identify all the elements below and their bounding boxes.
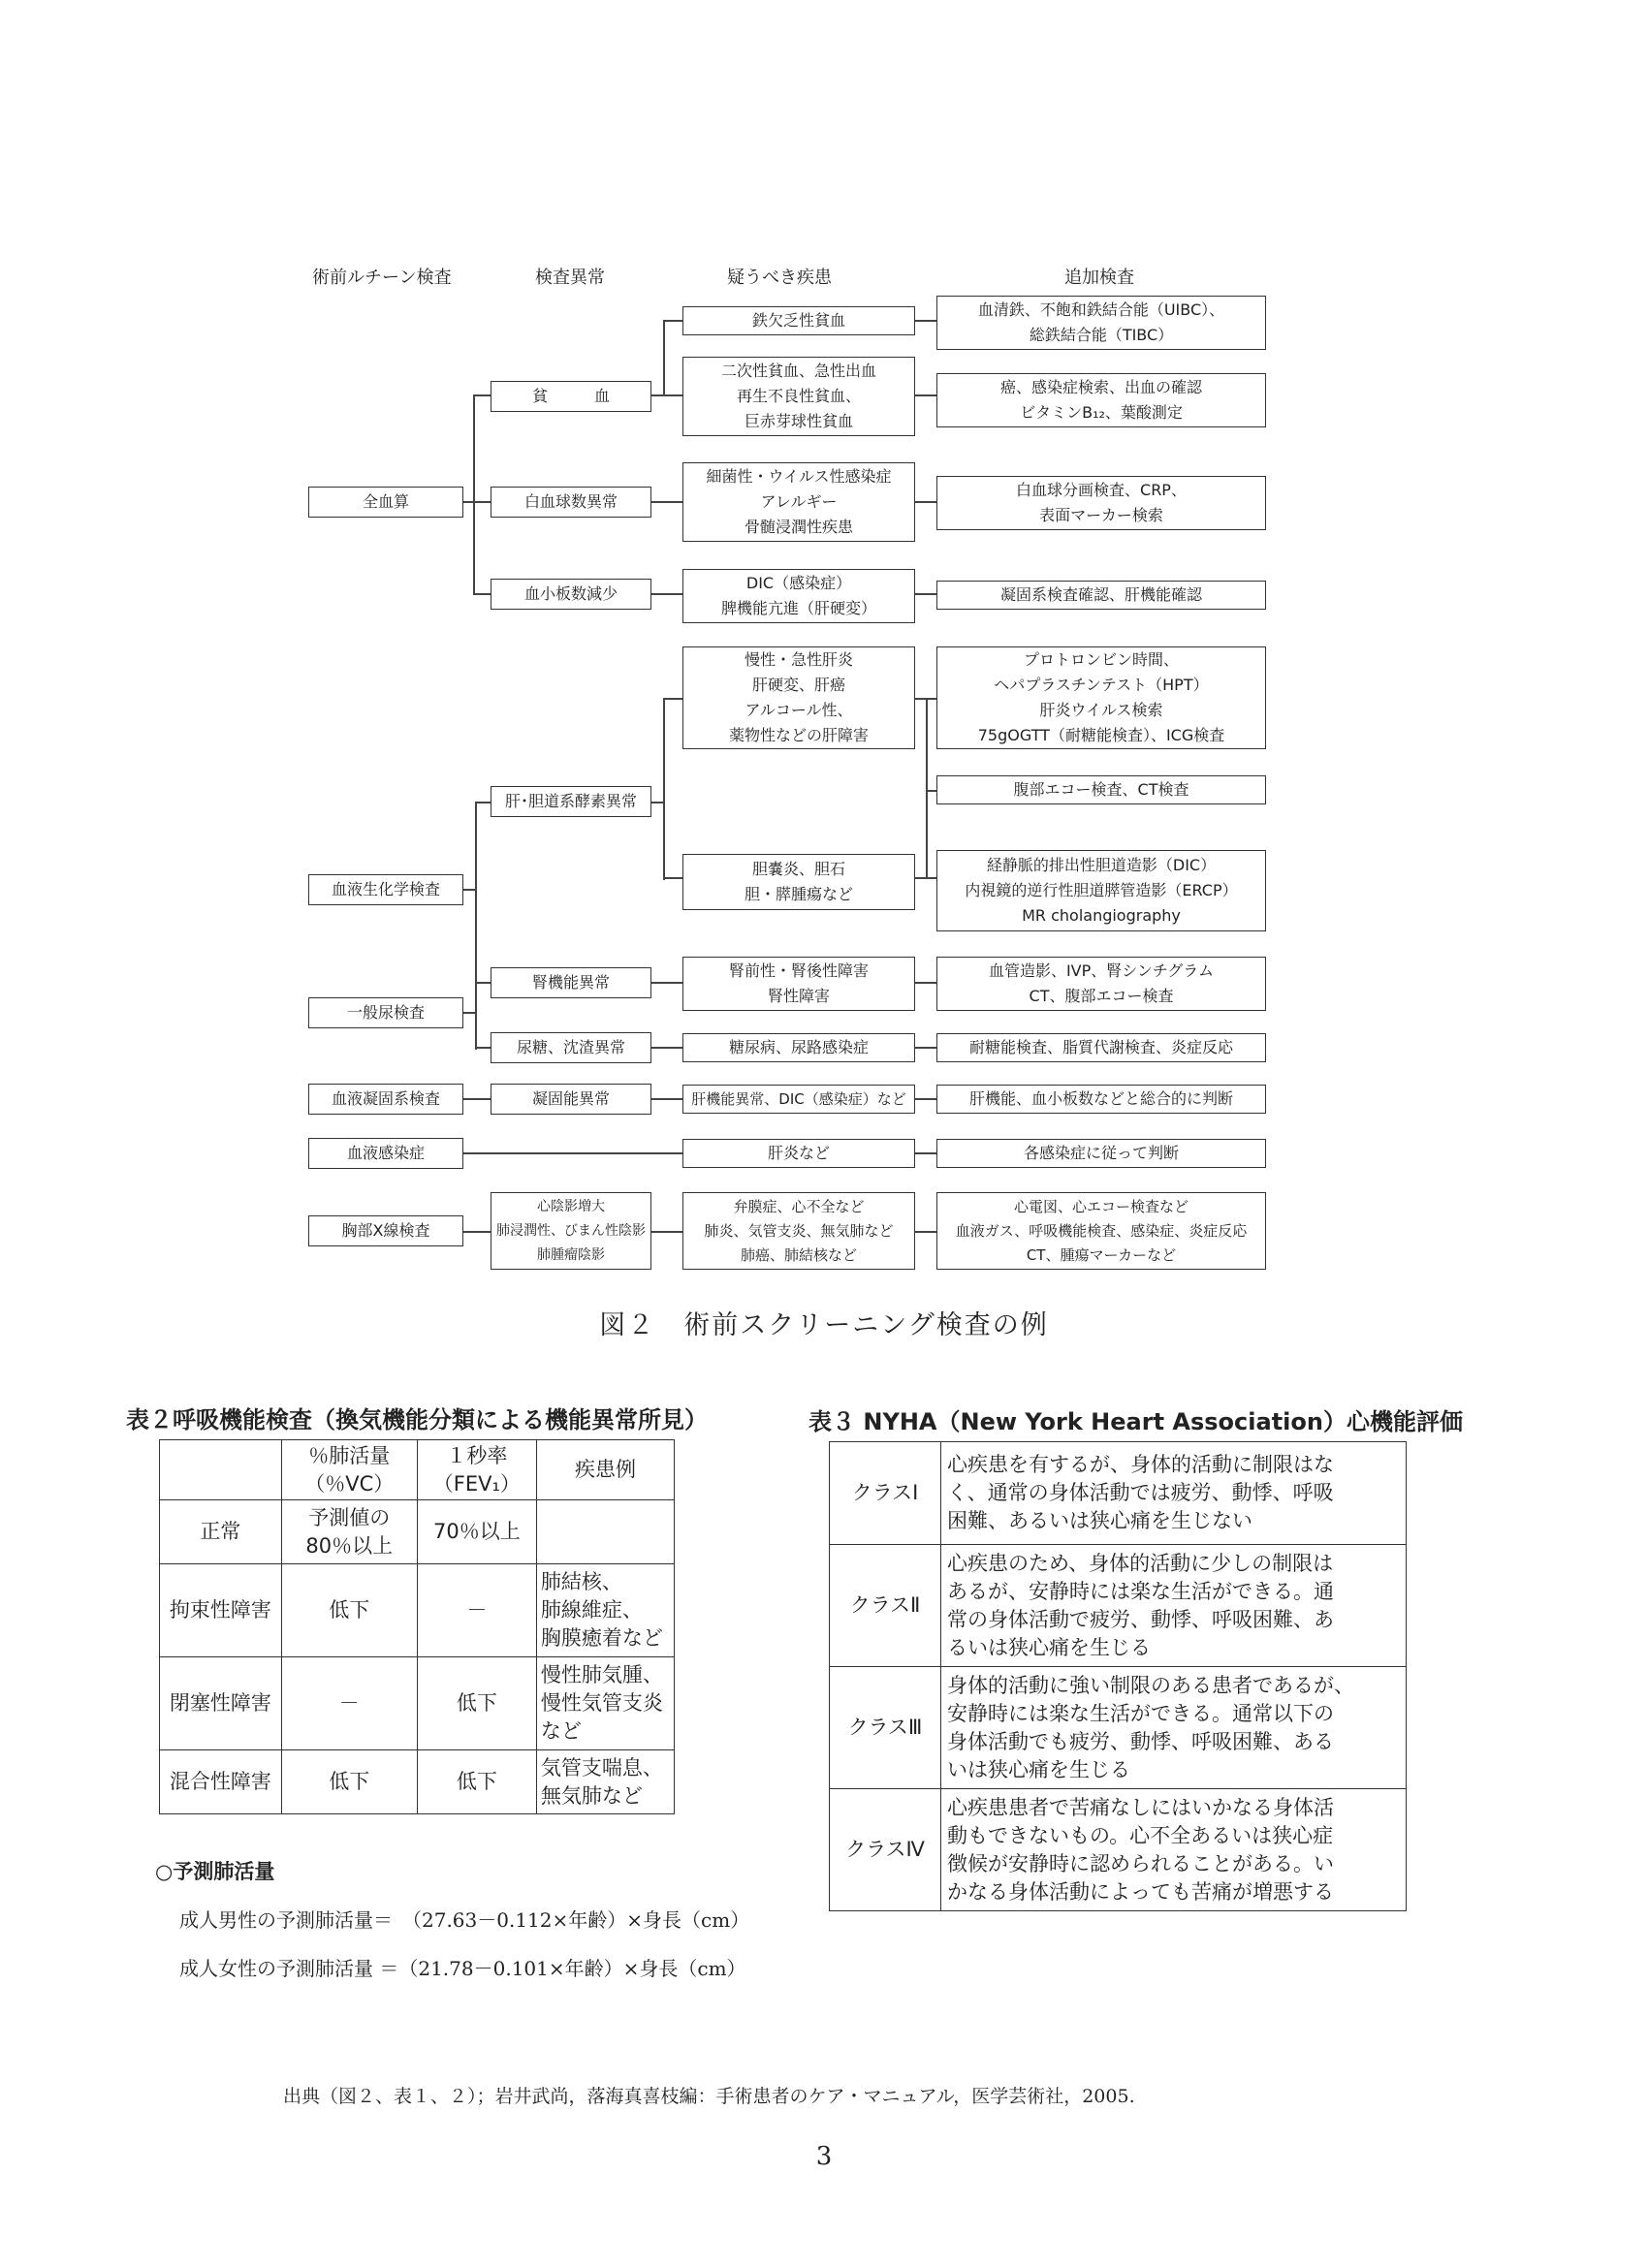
- nyha-table: [829, 1441, 1407, 1911]
- table2-header-vc: ％肺活量 （％VC）: [281, 1440, 417, 1500]
- respiratory-function-table: [159, 1439, 675, 1814]
- table2-header-blank: [160, 1440, 282, 1500]
- table-row: 拘束性障害 低下 － 肺結核、 肺線維症、 胸膜癒着など: [160, 1564, 675, 1657]
- abnormal-platelet: 血小板数減少: [491, 579, 651, 610]
- disease-diabetes: 糖尿病、尿路感染症: [682, 1033, 915, 1062]
- disease-iron-deficiency: 鉄欠乏性貧血: [682, 306, 915, 335]
- additional-pt-hpt: プロトロンビン時間、 ヘパプラスチンテスト（HPT） 肝炎ウイルス検索 75gOGTT（耐糖能検査）、ICG検査: [936, 646, 1266, 749]
- disease-secondary-anemia: 二次性貧血、急性出血 再生不良性貧血、 巨赤芽球性貧血: [682, 357, 915, 436]
- disease-hepatitis-infection: 肝炎など: [682, 1139, 915, 1168]
- disease-liver-dic: 肝機能異常、DIC（感染症）など: [682, 1085, 915, 1114]
- routine-blood-chemistry: 血液生化学検査: [308, 874, 463, 905]
- page-number: 3: [815, 2142, 833, 2171]
- table-row: クラスⅠ 心疾患を有するが、身体的活動に制限はな く、通常の身体活動では疲労、動悸、呼吸 困難、あるいは狭心痛を生じない: [830, 1442, 1407, 1545]
- disease-cholecystitis: 胆嚢炎、胆石 胆・膵腫瘍など: [682, 854, 915, 910]
- additional-comprehensive: 肝機能、血小板数などと総合的に判断: [936, 1085, 1266, 1114]
- disease-xray: 弁膜症、心不全など 肺炎、気管支炎、無気肺など 肺癌、肺結核など: [682, 1192, 915, 1270]
- routine-urinalysis: 一般尿検査: [308, 997, 463, 1028]
- additional-abdominal-echo: 腹部エコー検査、CT検査: [936, 775, 1266, 804]
- abnormal-coagulation: 凝固能異常: [491, 1084, 651, 1115]
- abnormal-liver-enzymes: 肝･胆道系酵素異常: [491, 786, 651, 817]
- formula-male: 成人男性の予測肺活量＝ （27.63－0.112×年齢）×身長（cm）: [179, 1908, 750, 1932]
- additional-angiography: 血管造影、IVP、腎シンチグラム CT、腹部エコー検査: [936, 957, 1266, 1011]
- col-header-additional: 追加検査: [1064, 268, 1134, 288]
- disease-renal: 腎前性・腎後性障害 腎性障害: [682, 957, 915, 1011]
- additional-iron: 血清鉄、不飽和鉄結合能（UIBC）、 総鉄結合能（TIBC）: [936, 296, 1266, 350]
- abnormal-anemia: 貧 血: [491, 381, 651, 412]
- col-header-abnormal: 検査異常: [535, 268, 605, 288]
- abnormal-urine: 尿糖、沈渣異常: [491, 1032, 651, 1063]
- additional-infection: 各感染症に従って判断: [936, 1139, 1266, 1168]
- additional-ecg: 心電図、心エコー検査など 血液ガス、呼吸機能検査、感染症、炎症反応 CT、腫瘍マーカーなど: [936, 1192, 1266, 1270]
- source-citation: 出典（図２、表１、２）；岩井武尚，落海真喜枝編：手術患者のケア・マニュアル，医学芸術社，2005.: [283, 2086, 1135, 2107]
- routine-coagulation: 血液凝固系検査: [308, 1084, 463, 1115]
- table-row: クラスⅡ 心疾患のため、身体的活動に少しの制限は あるが、安静時には楽な生活ができる。通 常の身体活動で疲労、動悸、呼吸困難、あ るいは狭心痛を生じる: [830, 1545, 1407, 1667]
- additional-wbc-diff: 白血球分画検査、CRP、 表面マーカー検索: [936, 476, 1266, 530]
- abnormal-wbc: 白血球数異常: [491, 487, 651, 518]
- table-row: 正常 予測値の 80％以上 70％以上: [160, 1500, 675, 1564]
- routine-cbc: 全血算: [308, 487, 463, 518]
- col-header-disease: 疑うべき疾患: [727, 268, 832, 288]
- routine-infection: 血液感染症: [308, 1138, 463, 1169]
- disease-hepatitis: 慢性・急性肝炎 肝硬変、肝癌 アルコール性、 薬物性などの肝障害: [682, 646, 915, 749]
- table3-title: 表３ NYHA（New York Heart Association）心機能評価: [808, 1408, 1463, 1435]
- table2-header-fev: １秒率 （FEV₁）: [417, 1440, 536, 1500]
- additional-cancer-search: 癌、感染症検索、出血の確認 ビタミンB₁₂、葉酸測定: [936, 373, 1266, 427]
- figure-caption: 図２ 術前スクリーニング検査の例: [599, 1310, 1049, 1340]
- table-row: クラスⅢ 身体的活動に強い制限のある患者であるが、 安静時には楽な生活ができる。通常以下の 身体活動でも疲労、動悸、呼吸困難、ある いは狭心痛を生じる: [830, 1667, 1407, 1789]
- additional-coag-liver: 凝固系検査確認、肝機能確認: [936, 581, 1266, 610]
- additional-cholangiography: 経静脈的排出性胆道造影（DIC） 内視鏡的逆行性胆道膵管造影（ERCP） MR cholangiography: [936, 850, 1266, 931]
- abnormal-xray: 心陰影増大 肺浸潤性、びまん性陰影 肺腫瘤陰影: [491, 1192, 651, 1270]
- additional-glucose-tolerance: 耐糖能検査、脂質代謝検査、炎症反応: [936, 1033, 1266, 1062]
- col-header-routine: 術前ルチーン検査: [312, 268, 452, 288]
- table2-header-disease: 疾患例: [536, 1440, 674, 1500]
- disease-infection: 細菌性・ウイルス性感染症 アレルギー 骨髄浸潤性疾患: [682, 462, 915, 542]
- table-row: 閉塞性障害 － 低下 慢性肺気腫、 慢性気管支炎 など: [160, 1657, 675, 1750]
- abnormal-renal: 腎機能異常: [491, 967, 651, 998]
- table-row: クラスⅣ 心疾患患者で苦痛なしにはいかなる身体活 動もできないもの。心不全あるいは狭心症 徴候が安静時に認められることがある。い かなる身体活動によっても苦痛が増悪する: [830, 1789, 1407, 1911]
- disease-dic: DIC（感染症） 脾機能亢進（肝硬変）: [682, 569, 915, 623]
- routine-chest-xray: 胸部X線検査: [308, 1215, 463, 1246]
- table-row: 混合性障害 低下 低下 気管支喘息、 無気肺など: [160, 1750, 675, 1814]
- table2-title: 表２呼吸機能検査（換気機能分類による機能異常所見）: [126, 1406, 708, 1433]
- formula-female: 成人女性の予測肺活量 ＝（21.78－0.101×年齢）×身長（cm）: [179, 1957, 746, 1980]
- vital-capacity-title: ○予測肺活量: [155, 1860, 275, 1883]
